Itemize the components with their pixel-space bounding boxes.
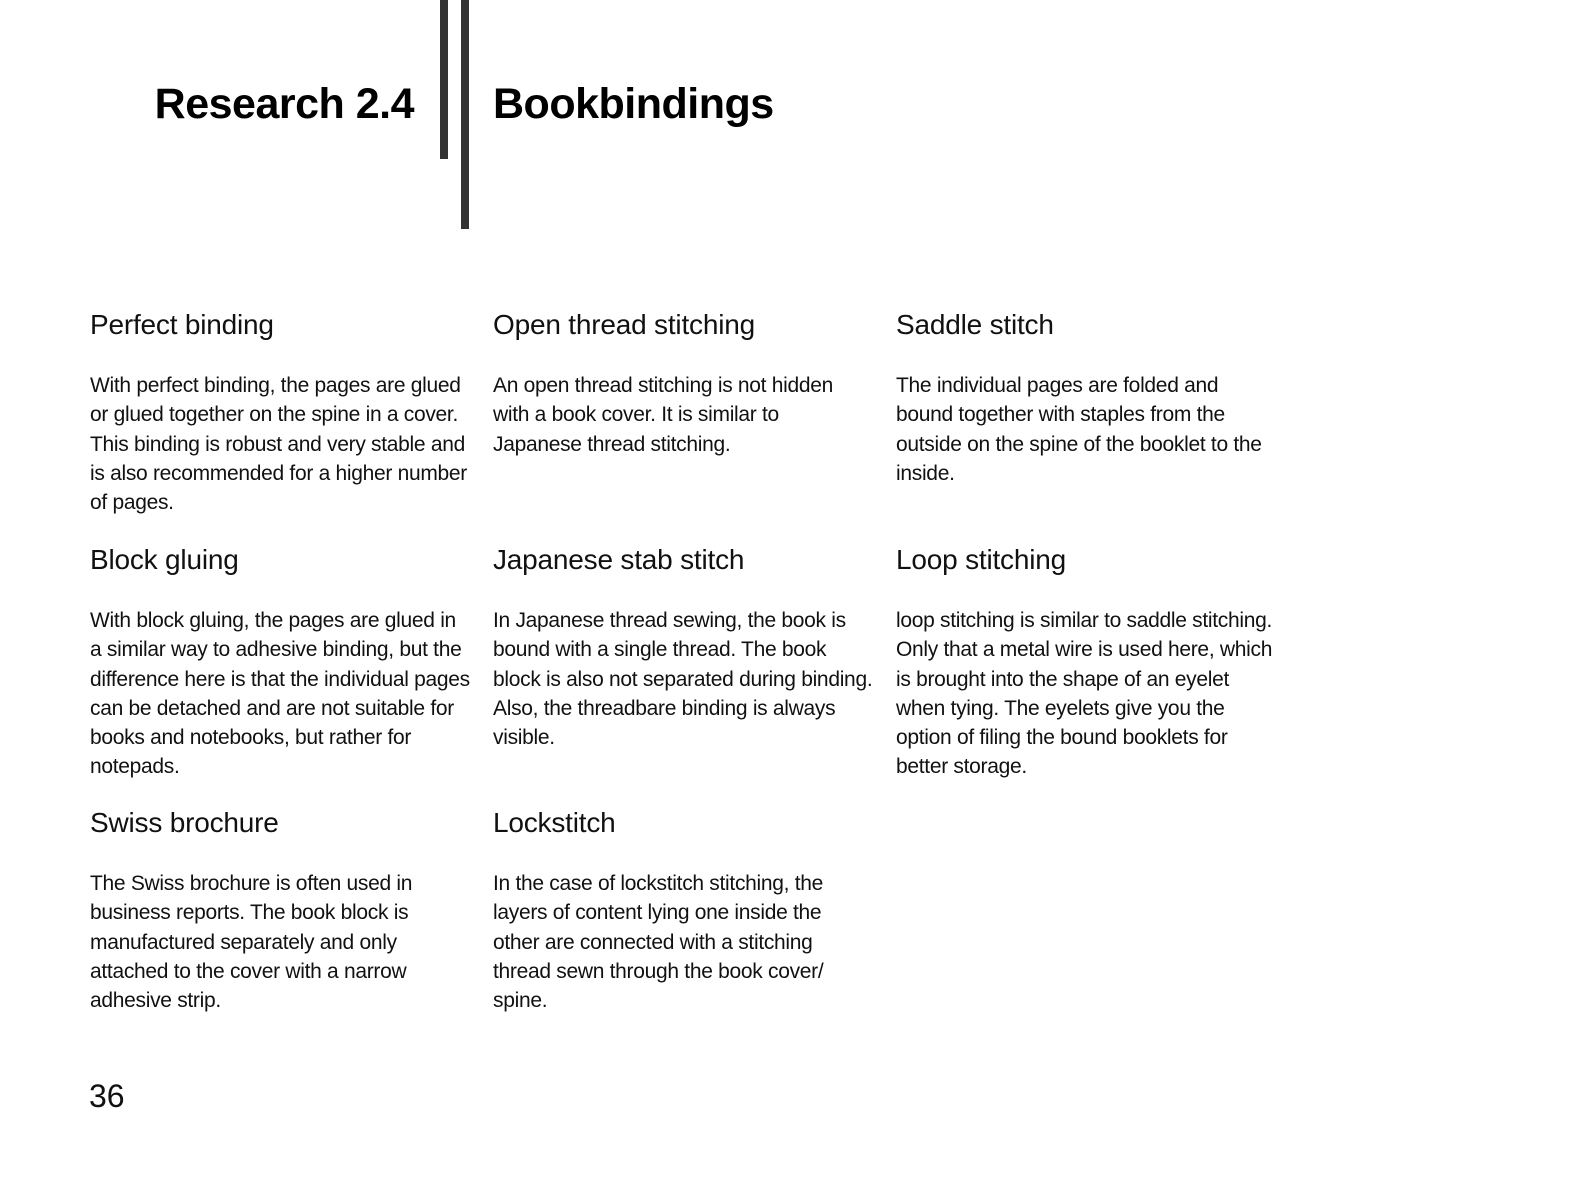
- section-heading: Perfect binding: [90, 309, 274, 340]
- section-body: In Japanese thread sewing, the book is bound with a single thread. The book block is also not separated during binding. Also, the threadbare binding is always visible.: [493, 609, 873, 750]
- divider-bar-long: [461, 0, 469, 229]
- section-body: The Swiss brochure is often used in business reports. The book block is manufactured separately and only attached to the cover with a narrow adhesive strip.: [90, 872, 413, 1013]
- section-body: The individual pages are folded and bound together with staples from the outside on the spine of the booklet to the inside.: [896, 374, 1262, 485]
- section-japanese-stab-stitch: [493, 544, 873, 752]
- section-saddle-stitch: [896, 309, 1276, 488]
- section-body: An open thread stitching is not hidden with a book cover. It is similar to Japanese thread stitching.: [493, 374, 834, 456]
- section-body: With perfect binding, the pages are glued or glued together on the spine in a cover. This binding is robust and very stable and is also recommended for a higher number of pages.: [90, 374, 467, 515]
- section-heading: Open thread stitching: [493, 309, 755, 340]
- page-number: 36: [89, 1078, 125, 1114]
- section-perfect-binding: [90, 309, 470, 517]
- section-swiss-brochure: [90, 807, 470, 1015]
- section-body: loop stitching is similar to saddle stitching. Only that a metal wire is used here, which is brought into the shape of an eyelet when tying. The eyelets give you the option of filing the bound booklets for better storage.: [896, 609, 1273, 779]
- section-body: With block gluing, the pages are glued in a similar way to adhesive binding, but the difference here is that the individual pages can be detached and are not suitable for books and notebooks, but rather for notepads.: [90, 609, 470, 779]
- section-heading: Lockstitch: [493, 807, 616, 838]
- section-open-thread-stitching: [493, 309, 873, 459]
- section-heading: Loop stitching: [896, 544, 1066, 575]
- section-heading: Block gluing: [90, 544, 239, 575]
- section-loop-stitching: [896, 544, 1276, 782]
- section-heading: Saddle stitch: [896, 309, 1054, 340]
- section-lockstitch: [493, 807, 873, 1015]
- page-title: Bookbindings: [493, 80, 774, 128]
- section-block-gluing: [90, 544, 470, 782]
- section-label: Research 2.4: [154, 80, 414, 128]
- divider-bar-short: [440, 0, 448, 159]
- section-heading: Swiss brochure: [90, 807, 279, 838]
- section-body: In the case of lockstitch stitching, the layers of content lying one inside the other are connected with a stitching thread sewn through the book cover/ spine.: [493, 872, 824, 1013]
- section-heading: Japanese stab stitch: [493, 544, 745, 575]
